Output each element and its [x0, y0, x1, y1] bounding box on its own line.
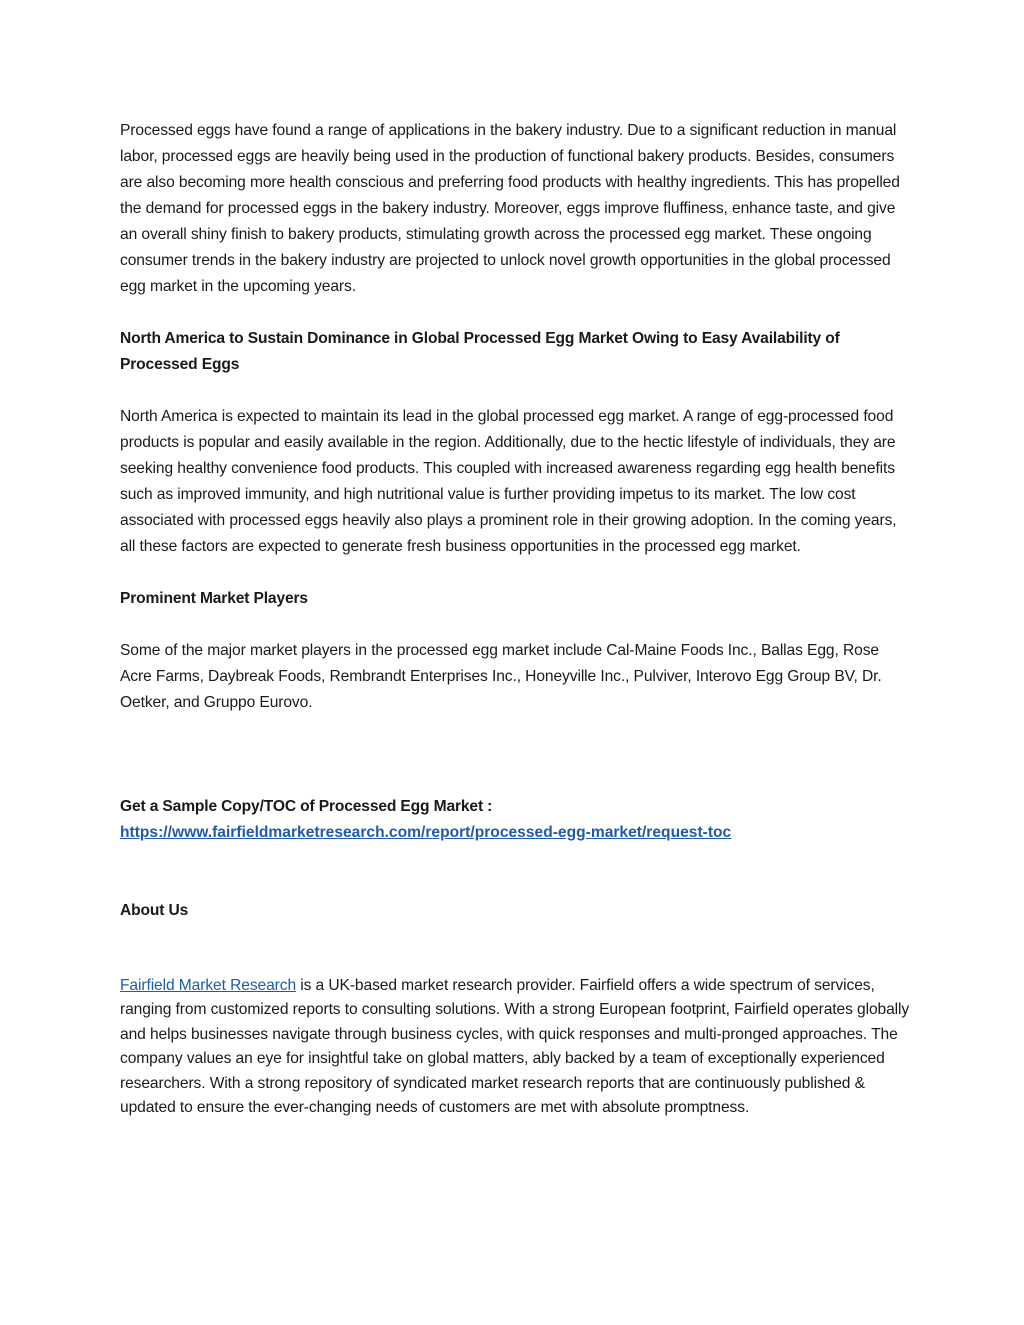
- north-america-heading: North America to Sustain Dominance in Global Processed Egg Market Owing to Easy Availability of Processed Eggs: [120, 330, 840, 373]
- north-america-paragraph: North America is expected to maintain its lead in the global processed egg market. A range of egg-processed food products is popular and easily available in the region. Additionally, due to the hectic lifestyle of individuals, they are seeking healthy convenience food products. This coupled with increased awareness regarding egg health benefits such as improved immunity, and high nutritional value is further providing impetus to its market. The low cost associated with processed eggs heavily also plays a prominent role in their growing adoption. In the coming years, all these factors are expected to generate fresh business opportunities in the processed egg market.: [120, 408, 897, 555]
- about-us-paragraph: [120, 974, 910, 1120]
- fairfield-link[interactable]: Fairfield Market Research: [120, 977, 297, 994]
- bakery-paragraph: Processed eggs have found a range of applications in the bakery industry. Due to a significant reduction in manual labor, processed eggs are heavily being used in the production of functional bakery products. Besides, consumers are also becoming more health conscious and preferring food products with healthy ingredients. This has propelled the demand for processed eggs in the bakery industry. Moreover, eggs improve fluffiness, enhance taste, and give an overall shiny finish to bakery products, stimulating growth across the processed egg market. These ongoing consumer trends in the bakery industry are projected to unlock novel growth opportunities in the global processed egg market in the upcoming years.: [120, 122, 900, 295]
- about-us-text: is a UK-based market research provider. Fairfield offers a wide spectrum of services, ranging from customized reports to consulting solutions. With a strong European footprint, Fairfield operates globally and helps businesses navigate through business cycles, with quick responses and multi-pronged approaches. The company values an eye for insightful take on global matters, ably backed by a team of exceptionally experienced researchers. With a strong repository of syndicated market research reports that are continuously published & updated to ensure the ever-changing needs of customers are met with absolute promptness.: [120, 977, 910, 1117]
- sample-request-link[interactable]: https://www.fairfieldmarketresearch.com/report/processed-egg-market/request-toc: [120, 824, 732, 841]
- sample-request-block: [120, 794, 910, 846]
- market-players-paragraph: Some of the major market players in the processed egg market include Cal-Maine Foods Inc., Ballas Egg, Rose Acre Farms, Daybreak Foods, Rembrandt Enterprises Inc., Honeyville Inc., Pulviver, Interovo Egg Group BV, Dr. Oetker, and Gruppo Eurovo.: [120, 642, 882, 711]
- sample-request-label: Get a Sample Copy/TOC of Processed Egg Market :: [120, 798, 493, 815]
- about-us-heading: About Us: [120, 902, 189, 919]
- sample-request-line: [120, 820, 910, 846]
- document-page: [120, 118, 910, 1120]
- market-players-heading: Prominent Market Players: [120, 590, 308, 607]
